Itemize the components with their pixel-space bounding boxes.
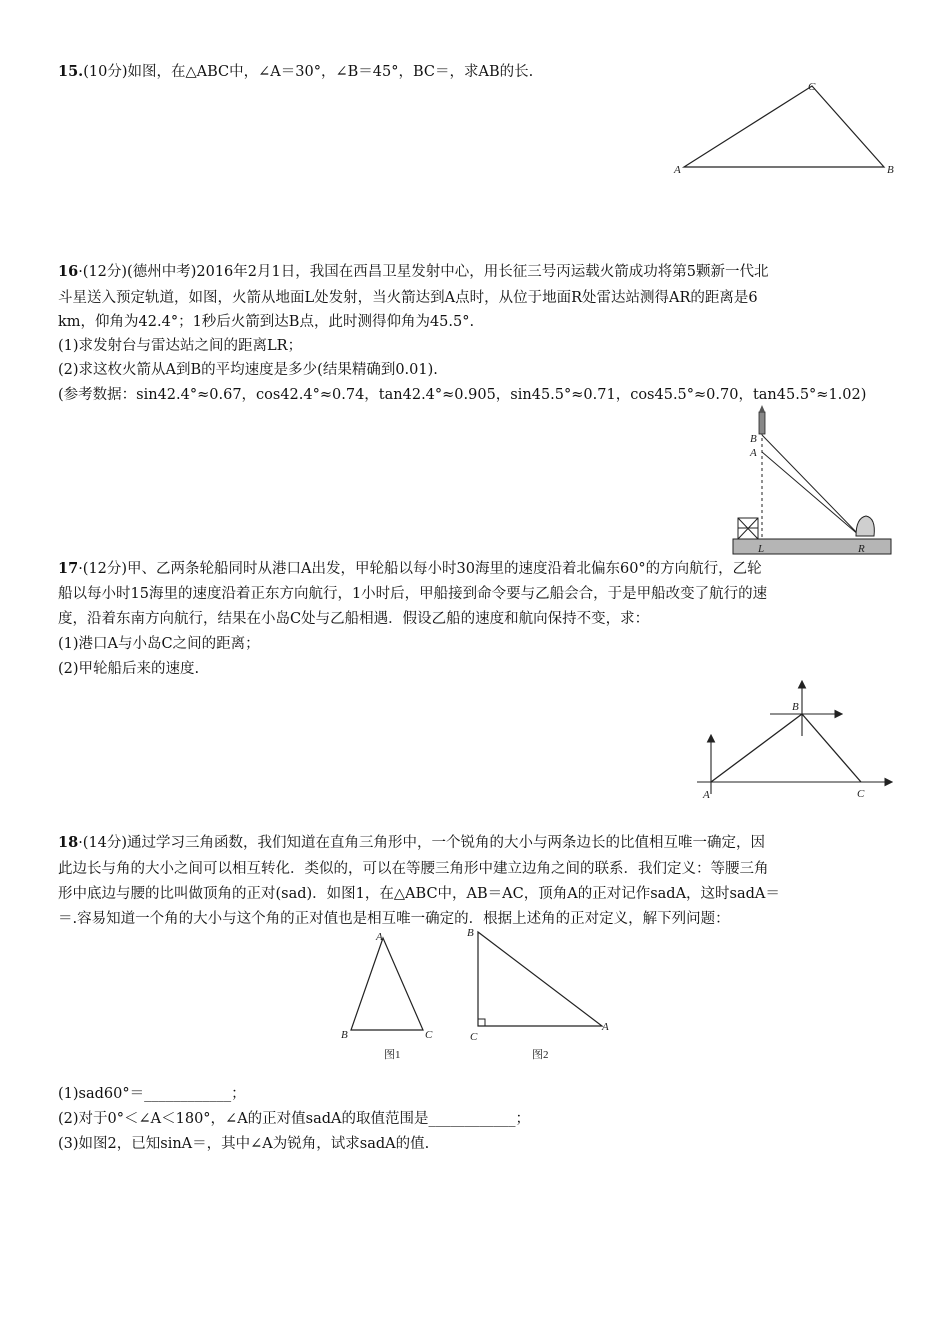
q16-line-3: km，仰角为42.4°；1秒后火箭到达B点，此时测得仰角为45.5°. [58,314,475,330]
q15-label-c: C [808,81,816,93]
q18-figure-1 [338,928,448,1068]
q15-triangle-figure [670,78,900,178]
q16-label-b: B [750,433,757,445]
line-ar [762,452,860,536]
fig2-label-b: B [467,927,474,939]
fig2-label-a: A [602,1021,609,1033]
q17-line-3: 度，沿着东南方向航行，结果在小岛C处与乙船相遇．假设乙船的速度和航向保持不变，求： [58,611,650,627]
radar-dish-icon [856,516,874,536]
ground [733,539,891,554]
q17-navigation-figure [695,676,900,804]
path-ab [711,714,802,782]
q18-sub-1: (1)sad60°＝____________； [58,1086,246,1102]
fig1-label-b: B [341,1029,348,1041]
q17-line-1 [58,559,762,579]
q16-label-a: A [750,447,757,459]
q18-line-3: 形中底边与腰的比叫做顶角的正对(sad)．如图1，在△ABC中，AB＝AC，顶角A的正对记作sadA，这时sadA＝ [58,886,780,902]
fig1-label-a: A [376,931,383,943]
fig2-caption: 图2 [532,1049,549,1061]
q17-sub-1: (1)港口A与小岛C之间的距离； [58,636,260,652]
q16-line-2: 斗星送入预定轨道，如图，火箭从地面L处发射，当火箭达到A点时，从位于地面R处雷达站测得AR的距离是6 [58,290,758,306]
q17-sub-2: (2)甲轮船后来的速度. [58,661,200,677]
q17-label-c: C [857,788,865,800]
q18-line-2: 此边长与角的大小之间可以相互转化．类似的，可以在等腰三角形中建立边角之间的联系．我们定义：等腰三角 [58,861,769,877]
q16-label-l: L [758,543,765,555]
isosceles-triangle [351,938,423,1030]
q17-label-b: B [792,701,799,713]
q18-sub-2: (2)对于0°＜∠A＜180°，∠A的正对值sadA的取值范围是____________； [58,1111,531,1127]
q16-sub-2: (2)求这枚火箭从A到B的平均速度是多少(结果精确到0.01). [58,362,438,378]
q15-triangle [684,86,884,167]
q16-reference-data: (参考数据：sin42.4°≈0.67，cos42.4°≈0.74，tan42.4°≈0.905，sin45.5°≈0.71，cos45.5°≈0.70，tan45.5°≈1.02) [58,387,867,403]
q15-text [58,62,533,82]
q15-body: (10分)如图，在△ABC中，∠A＝30°，∠B＝45°，BC＝，求AB的长. [83,64,534,80]
q16-number: 16 [58,263,79,280]
q18-line-4: ＝.容易知道一个角的大小与这个角的正对值也是相互唯一确定的．根据上述角的正对定义，解下列问题： [58,911,730,927]
q15-number: 15. [58,63,84,80]
q15-label-b: B [887,164,894,176]
q16-label-r: R [858,543,865,555]
rocket-icon [759,405,765,434]
q16-rocket-figure [728,402,898,560]
fig1-label-c: C [425,1029,433,1041]
q17-line-2: 船以每小时15海里的速度沿着正东方向航行，1小时后，甲船接到命令要与乙船会合，于是甲船改变了航行的速 [58,586,768,602]
q18-number: 18 [58,834,79,851]
q17-number: 17 [58,560,79,577]
line-br [762,435,860,536]
q18-text-1: ·(14分)通过学习三角函数，我们知道在直角三角形中，一个锐角的大小与两条边长的比值相互唯一确定，因 [78,835,766,851]
right-angle-mark [478,1019,485,1026]
q18-sub-3: (3)如图2，已知sinA＝，其中∠A为锐角，试求sadA的值. [58,1136,430,1152]
q16-line-1 [58,262,768,282]
launch-tower-icon [738,518,758,539]
fig1-caption: 图1 [384,1049,401,1061]
right-triangle [478,932,602,1026]
q16-text-1: ·(12分)(德州中考)2016年2月1日，我国在西昌卫星发射中心，用长征三号丙运载火箭成功将第5颗新一代北 [78,264,769,280]
fig2-label-c: C [470,1031,478,1043]
path-bc [802,714,861,782]
q18-line-1 [58,833,765,853]
q16-sub-1: (1)求发射台与雷达站之间的距离LR； [58,338,303,354]
q17-text-1: ·(12分)甲、乙两条轮船同时从港口A出发，甲轮船以每小时30海里的速度沿着北偏东60°的方向航行，乙轮 [78,561,762,577]
q15-label-a: A [674,164,681,176]
q18-figure-2 [462,922,622,1068]
q17-label-a: A [703,789,710,801]
